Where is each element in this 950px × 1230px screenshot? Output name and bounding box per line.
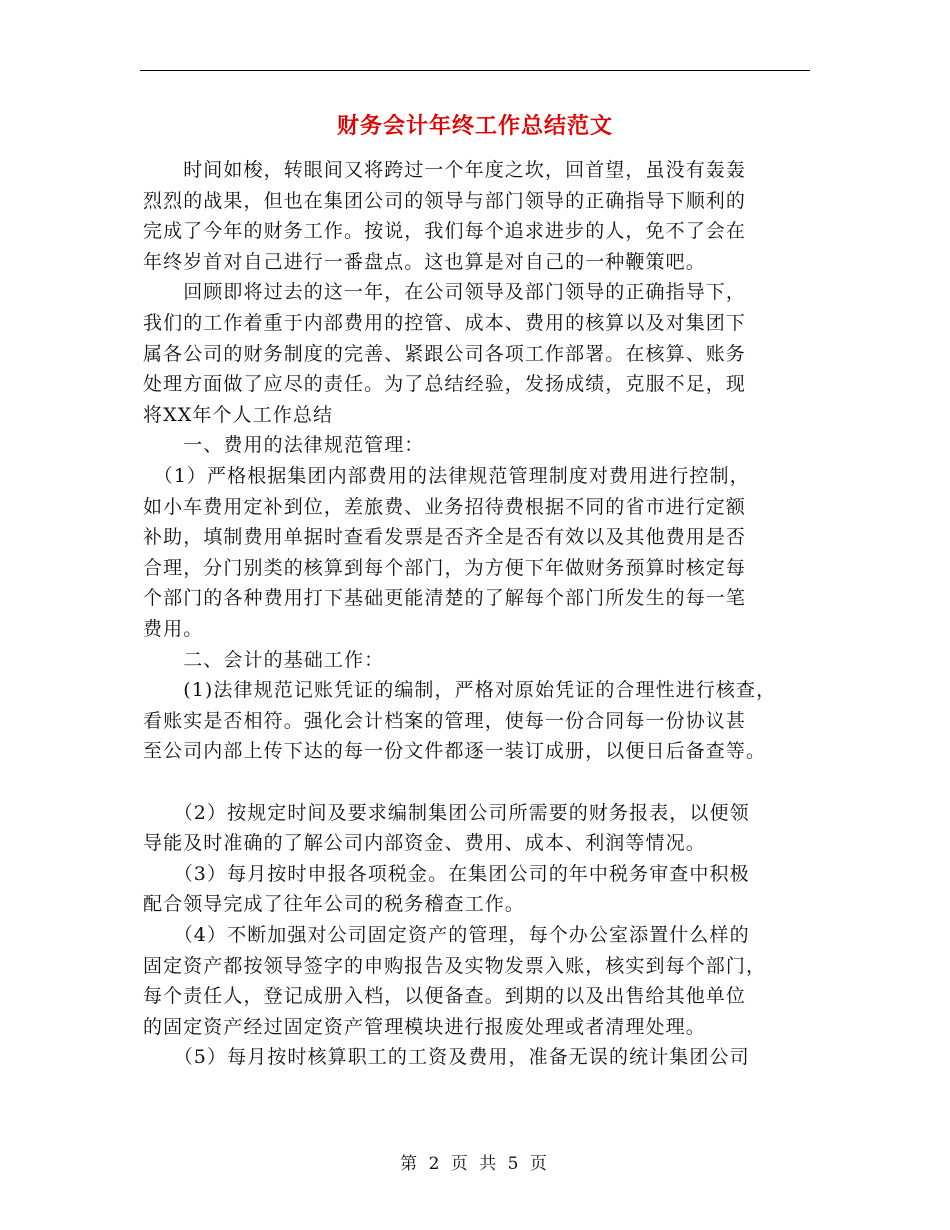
- body-line: （3）每月按时申报各项税金。在集团公司的年中税务审查中积极: [143, 862, 750, 885]
- body-line: 费用。: [143, 618, 204, 640]
- body-line: 回顾即将过去的这一年，在公司领导及部门领导的正确指导下，: [143, 281, 747, 304]
- body-line: 补助，填制费用单据时查看发票是否齐全是否有效以及其他费用是否: [143, 526, 747, 549]
- body-line: 导能及时准确的了解公司内部资金、费用、成本、利润等情况。: [143, 832, 706, 855]
- body-line: （4）不断加强对公司固定资产的管理，每个办公室添置什么样的: [143, 924, 750, 946]
- body-line: 完成了今年的财务工作。按说，我们每个追求进步的人，免不了会在: [143, 220, 747, 243]
- body-line: 年终岁首对自己进行一番盘点。这也算是对自己的一种鞭策吧。: [143, 250, 706, 273]
- body-line: 属各公司的财务制度的完善、紧跟公司各项工作部署。在核算、账务: [143, 342, 747, 365]
- body-line: 的固定资产经过固定资产管理模块进行报废处理或者清理处理。: [143, 1015, 706, 1038]
- body-line: （2）按规定时间及要求编制集团公司所需要的财务报表，以便领: [143, 801, 750, 824]
- body-line: 处理方面做了应尽的责任。为了总结经验，发扬成绩，克服不足，现: [143, 373, 747, 396]
- body-line: （5）每月按时核算职工的工资及费用，准备无误的统计集团公司: [143, 1046, 750, 1069]
- body-line: 合理，分门别类的核算到每个部门，为方便下年做财务预算时核定每: [143, 556, 747, 579]
- header-rule: [140, 70, 810, 71]
- body-line: 烈烈的战果，但也在集团公司的领导与部门领导的正确指导下顺利的: [143, 189, 747, 212]
- page-footer: 第 2 页 共 5 页: [400, 1154, 550, 1174]
- body-line: 固定资产都按领导签字的申购报告及实物发票入账，核实到每个部门，: [143, 954, 767, 977]
- body-line: 个部门的各种费用打下基础更能清楚的了解每个部门所发生的每一笔: [143, 587, 747, 610]
- body-line: 将XX年个人工作总结: [143, 403, 334, 426]
- body-line: 如小车费用定补到位，差旅费、业务招待费根据不同的省市进行定额: [143, 495, 747, 518]
- body-line: 每个责任人，登记成册入档，以便备查。到期的以及出售给其他单位: [143, 985, 747, 1008]
- body-line: 至公司内部上传下达的每一份文件都逐一装订成册，以便日后备查等。: [143, 740, 767, 763]
- body-line: （1）严格根据集团内部费用的法律规范管理制度对费用进行控制，: [143, 465, 750, 487]
- body-line: (1)法律规范记账凭证的编制，严格对原始凭证的合理性进行核查，: [143, 679, 777, 702]
- body-line: 我们的工作着重于内部费用的控管、成本、费用的核算以及对集团下: [143, 312, 747, 334]
- body-line: 看账实是否相符。强化会计档案的管理，使每一份合同每一份协议甚: [143, 709, 747, 732]
- body-line: 二、会计的基础工作：: [143, 648, 385, 671]
- body-line: 时间如梭，转眼间又将跨过一个年度之坎，回首望，虽没有轰轰: [143, 159, 747, 181]
- body-line: 一、费用的法律规范管理：: [143, 434, 425, 457]
- body-line: 配合领导完成了往年公司的税务稽查工作。: [143, 893, 525, 916]
- document-title: 财务会计年终工作总结范文: [336, 113, 613, 139]
